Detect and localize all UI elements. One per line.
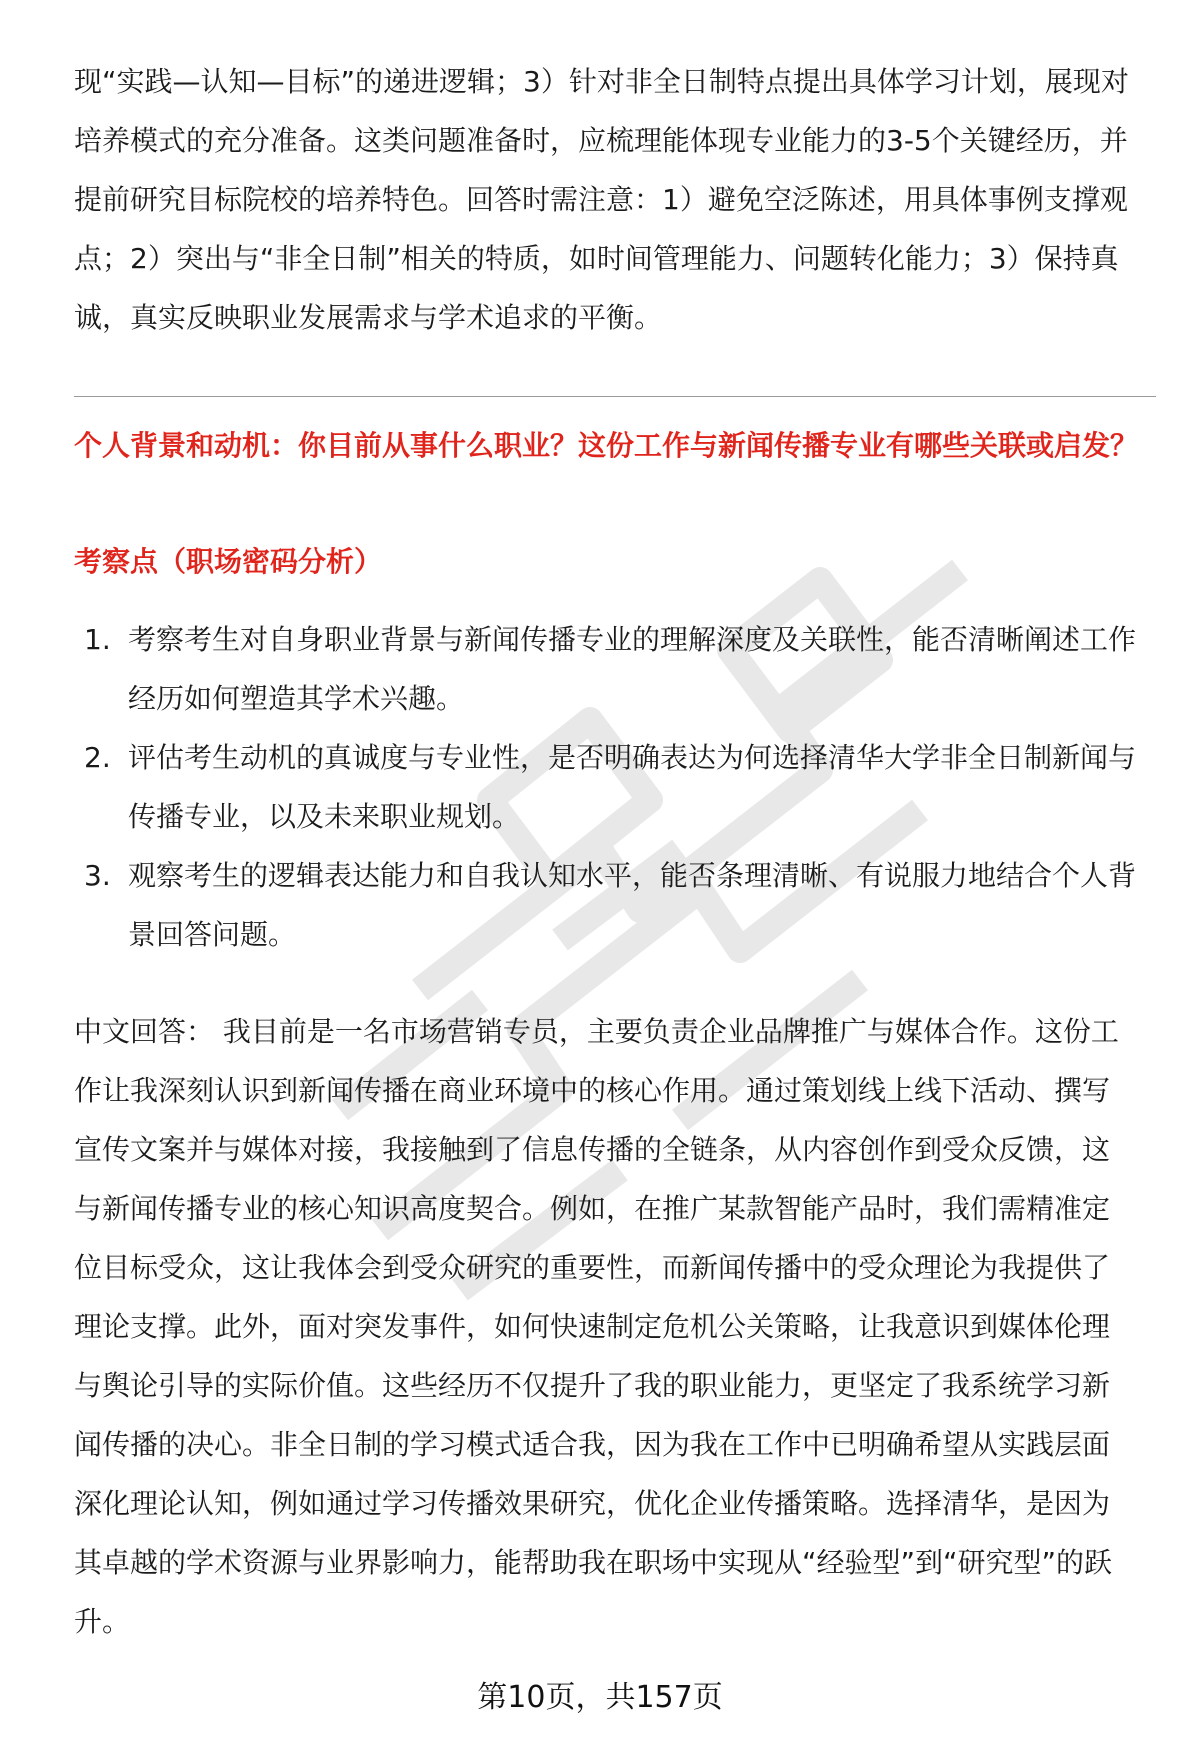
list-item-text: 考察考生对自身职业背景与新闻传播专业的理解深度及关联性，能否清晰阐述工作经历如何塑造其学术兴趣。	[128, 623, 1137, 715]
list-item-number: 3.	[84, 859, 111, 892]
list-item	[84, 846, 1156, 964]
answer-paragraph: 中文回答： 我目前是一名市场营销专员，主要负责企业品牌推广与媒体合作。这份工作让我深刻认识到新闻传播在商业环境中的核心作用。通过策划线上线下活动、撰写宣传文案并与媒体对接，我接触到了信息传播的全链条，从内容创作到受众反馈，这与新闻传播专业的核心知识高度契合。例如，在推广某款智能产品时，我们需精准定位目标受众，这让我体会到受众研究的重要性，而新闻传播中的受众理论为我提供了理论支撑。此外，面对突发事件，如何快速制定危机公关策略，让我意识到媒体伦理与舆论引导的实际价值。这些经历不仅提升了我的职业能力，更坚定了我系统学习新闻传播的决心。非全日制的学习模式适合我，因为我在工作中已明确希望从实践层面深化理论认知，例如通过学习传播效果研究，优化企业传播策略。选择清华，是因为其卓越的学术资源与业界影响力，能帮助我在职场中实现从“经验型”到“研究型”的跃升。	[74, 1015, 1119, 1638]
page-number: 第10页，共157页	[477, 1680, 723, 1715]
list-item	[84, 728, 1156, 846]
intro-paragraph: 现“实践—认知—目标”的递进逻辑；3）针对非全日制特点提出具体学习计划，展现对培养模式的充分准备。这类问题准备时，应梳理能体现专业能力的3-5个关键经历，并提前研究目标院校的培养特色。回答时需注意：1）避免空泛陈述，用具体事例支撑观点；2）突出与“非全日制”相关的特质，如时间管理能力、问题转化能力；3）保持真诚，真实反映职业发展需求与学术追求的平衡。	[74, 65, 1129, 334]
list-item-text: 评估考生动机的真诚度与专业性，是否明确表达为何选择清华大学非全日制新闻与传播专业，以及未来职业规划。	[128, 741, 1137, 833]
assessment-heading: 考察点（职场密码分析）	[74, 545, 383, 578]
assessment-points-list	[84, 610, 1156, 964]
interview-question: 个人背景和动机：你目前从事什么职业？这份工作与新闻传播专业有哪些关联或启发？	[74, 429, 1139, 462]
list-item	[84, 610, 1156, 728]
list-item-number: 1.	[84, 623, 111, 656]
list-item-text: 观察考生的逻辑表达能力和自我认知水平，能否条理清晰、有说服力地结合个人背景回答问题。	[128, 859, 1137, 951]
list-item-number: 2.	[84, 741, 111, 774]
section-divider	[74, 396, 1156, 397]
